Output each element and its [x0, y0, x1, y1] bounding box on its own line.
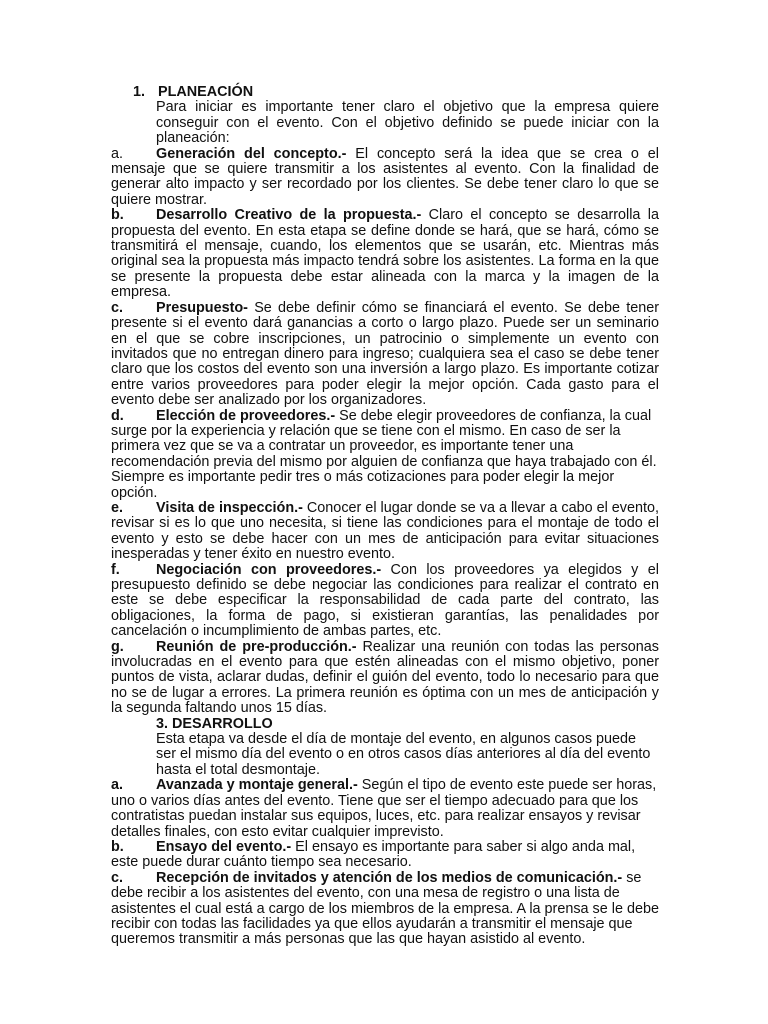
list-item-3b: [111, 840, 659, 871]
item-text: Se debe definir cómo se financiará el evento. Se debe tener presente si el evento dará ganancias a corto o largo plazo. Puede ser un seminario en el que se cobre inscripciones, un patrocinio o simplemente un evento con invitados que no entregan dinero para ingreso; cualquiera sea el caso se debe tener claro que los costos del evento son una inversión a largo plazo. Es importante cotizar entre varios proveedores para poder elegir la mejor opción. Cada gasto para el evento debe ser analizado por los organizadores.: [111, 299, 659, 409]
item-title: Avanzada y montaje general.-: [156, 777, 358, 794]
item-letter: c.: [111, 869, 124, 886]
list-item-1c: [111, 301, 659, 409]
item-text: Con los proveedores ya elegidos y el presupuesto definido se debe negociar las condiciones para realizar el contrato en este se debe especificar la responsabilidad de cada parte del contrato, las obligaciones, la forma de pago, si existieran garantías, las penalidades por cancelación o incumplimiento de ambas partes, etc.: [111, 561, 659, 640]
item-title: Elección de proveedores.-: [156, 407, 336, 424]
section-1-title: PLANEACIÓN: [158, 84, 254, 100]
item-title: Reunión de pre-producción.-: [156, 638, 357, 655]
item-letter: g.: [111, 638, 124, 655]
item-text: El concepto será la idea que se crea o el mensaje que se quiere transmitir a los asistentes al evento. Con la finalidad de generar alto impacto y ser recordado por los clientes. Se debe tener claro lo que se quiere mostrar.: [111, 145, 659, 208]
item-text: Realizar una reunión con todas las personas involucradas en el evento para que estén alineadas con el mismo objetivo, poner puntos de vista, aclarar dudas, definir el guión del evento, todo lo necesario para que no se de lugar a errores. La primera reunión es óptima con un mes de anticipación y la segunda faltando unos 15 días.: [111, 638, 660, 717]
item-letter: f.: [111, 561, 120, 578]
item-title: Presupuesto-: [156, 299, 248, 316]
item-letter: e.: [111, 499, 124, 516]
item-letter: a.: [111, 777, 124, 794]
list-item-1a: [111, 147, 659, 209]
section-1-heading: [133, 85, 659, 100]
item-title: Desarrollo Creativo de la propuesta.-: [156, 207, 422, 224]
list-item-1e: [111, 501, 659, 563]
item-title: Negociación con proveedores.-: [156, 561, 382, 578]
section-1-number: 1.: [133, 84, 146, 100]
list-item-3c: [111, 871, 659, 948]
item-title: Recepción de invitados y atención de los medios de comunicación.-: [156, 869, 623, 886]
list-item-1d: [111, 409, 659, 501]
section-3-intro: Esta etapa va desde el día de montaje del evento, en algunos casos puede ser el mismo día del evento o en otros casos días anteriores al día del evento hasta el total desmontaje.: [156, 731, 651, 778]
item-title: Ensayo del evento.-: [156, 838, 292, 855]
item-text: Según el tipo de evento este puede ser horas, uno o varios días antes del evento. Tiene que ser el tiempo adecuado para que los contratistas puedan instalar sus equipos, luces, etc. para realizar ensayos y revisar detalles finales, con esto evitar cualquier imprevisto.: [111, 777, 657, 840]
item-text: Claro el concepto se desarrolla la propuesta del evento. En esta etapa se define donde se hará, que se hará, cómo se transmitirá el mensaje, cuando, los elementos que se usarán, etc. Mientras más original sea la propuesta más impacto tendrá sobre los asistentes. La forma en la que se presente la propuesta debe estar alineada con la marca y la imagen de la empresa.: [111, 207, 659, 301]
item-text: El ensayo es importante para saber si algo anda mal, este puede durar cuánto tiempo sea necesario.: [111, 838, 636, 871]
list-item-3a: [111, 778, 659, 840]
item-text: Conocer el lugar donde se va a llevar a cabo el evento, revisar si es lo que uno necesita, si tiene las condiciones para el montaje de todo el evento y esto se debe hacer con un mes de anticipación para evitar situaciones inesperadas y tener éxito en nuestro evento.: [111, 499, 659, 563]
item-letter: b.: [111, 207, 124, 224]
list-item-1b: [111, 208, 659, 300]
item-text: se debe recibir a los asistentes del evento, con una mesa de registro o una lista de asistentes el cual está a cargo de los miembros de la empresa. A la prensa se le debe recibir con todas las facilidades ya que ellos ayudarán a transmitir el mensaje que queremos transmitir a más personas que las que hayan asistido al evento.: [111, 869, 659, 948]
section-3-heading: 3. DESARROLLO: [156, 715, 273, 732]
list-item-1f: [111, 563, 659, 640]
item-title: Generación del concepto.-: [156, 145, 347, 162]
item-title: Visita de inspección.-: [156, 499, 303, 516]
list-item-1g: [111, 640, 659, 717]
item-text: Se debe elegir proveedores de confianza, la cual surge por la experiencia y relación que se tiene con el mismo. En caso de ser la primera vez que se va a contratar un proveedor, es importante tener una recomendación previa del mismo por alguien de confianza que haya trabajado con él. Siempre es importante pedir tres o más cotizaciones para poder elegir la mejor opción.: [111, 407, 657, 501]
item-letter: b.: [111, 838, 124, 855]
document-page: [111, 85, 659, 948]
item-letter: a.: [111, 145, 124, 162]
item-letter: c.: [111, 299, 124, 316]
section-1-intro: Para iniciar es importante tener claro el objetivo que la empresa quiere conseguir con el evento. Con el objetivo definido se puede iniciar con la planeación:: [156, 99, 659, 147]
item-letter: d.: [111, 407, 124, 424]
